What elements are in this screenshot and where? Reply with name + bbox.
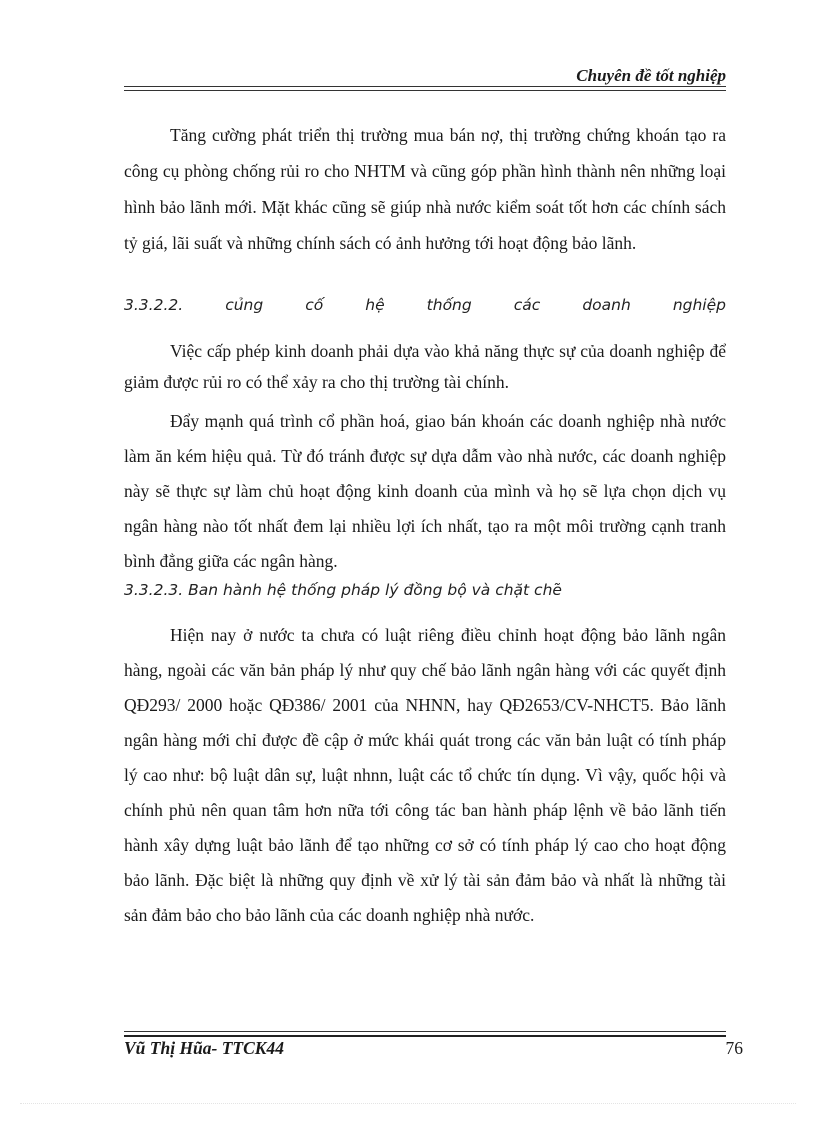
paragraph-legal-framework: Hiện nay ở nước ta chưa có luật riêng điều chỉnh hoạt động bảo lãnh ngân hàng, ngoài các văn bản pháp lý như quy chế bảo lãnh ngân hàng với các quyết định QĐ293/ 2000 hoặc QĐ386/ 2001 của NHNN, hay QĐ2653/CV-NHCT5. Bảo lãnh ngân hàng mới chỉ được đề cập ở mức khái quát trong các văn bản luật có tính pháp lý cao như: bộ luật dân sự, luật nhnn, luật các tổ chức tín dụng. Vì vậy, quốc hội và chính phủ nên quan tâm hơn nữa tới công tác ban hành pháp lệnh về bảo lãnh tiến hành xây dựng luật bảo lãnh để tạo những cơ sở có tính pháp lý cao cho hoạt động bảo lãnh. Đặc biệt là những quy định về xử lý tài sản đảm bảo và nhất là những tài sản đảm bảo cho bảo lãnh của các doanh nghiệp nhà nước.: [124, 625, 726, 925]
page-number: 76: [725, 1038, 743, 1058]
paragraph-market-development: Tăng cường phát triển thị trường mua bán nợ, thị trường chứng khoán tạo ra công cụ phòng chống rủi ro cho NHTM và cũng góp phần hình thành nên những loại hình bảo lãnh mới. Mặt khác cũng sẽ giúp nhà nước kiểm soát tốt hơn các chính sách tỷ giá, lãi suất và những chính sách có ảnh hưởng tới hoạt động bảo lãnh.: [124, 125, 726, 253]
section-heading-3-3-2-3: 3.3.2.3. Ban hành hệ thống pháp lý đồng bộ và chặt chẽ: [124, 581, 562, 599]
paragraph-business-licensing: Việc cấp phép kinh doanh phải dựa vào khả năng thực sự của doanh nghiệp để giảm được rủi ro có thể xảy ra cho thị trường tài chính.: [124, 341, 726, 392]
header-title: Chuyên đề tốt nghiệp: [576, 66, 726, 85]
footer-author: Vũ Thị Hũa- TTCK44: [124, 1038, 284, 1058]
page-bottom-divider: [20, 1103, 796, 1104]
section-heading-3-3-2-2: 3.3.2.2. củng cố hệ thống các doanh nghiệp: [124, 296, 726, 314]
footer-rule: [124, 1035, 726, 1037]
footer-rule-thin: [124, 1031, 726, 1032]
paragraph-equitization: Đẩy mạnh quá trình cổ phần hoá, giao bán khoán các doanh nghiệp nhà nước làm ăn kém hiệu quả. Từ đó tránh được sự dựa dẫm vào nhà nước, các doanh nghiệp này sẽ thực sự làm chủ hoạt động kinh doanh của mình và họ sẽ lựa chọn dịch vụ ngân hàng nào tốt nhất đem lại nhiều lợi ích nhất, tạo ra một môi trường cạnh tranh bình đẳng giữa các ngân hàng.: [124, 411, 726, 571]
header-rule: [124, 86, 726, 87]
header-rule-thin: [124, 90, 726, 91]
